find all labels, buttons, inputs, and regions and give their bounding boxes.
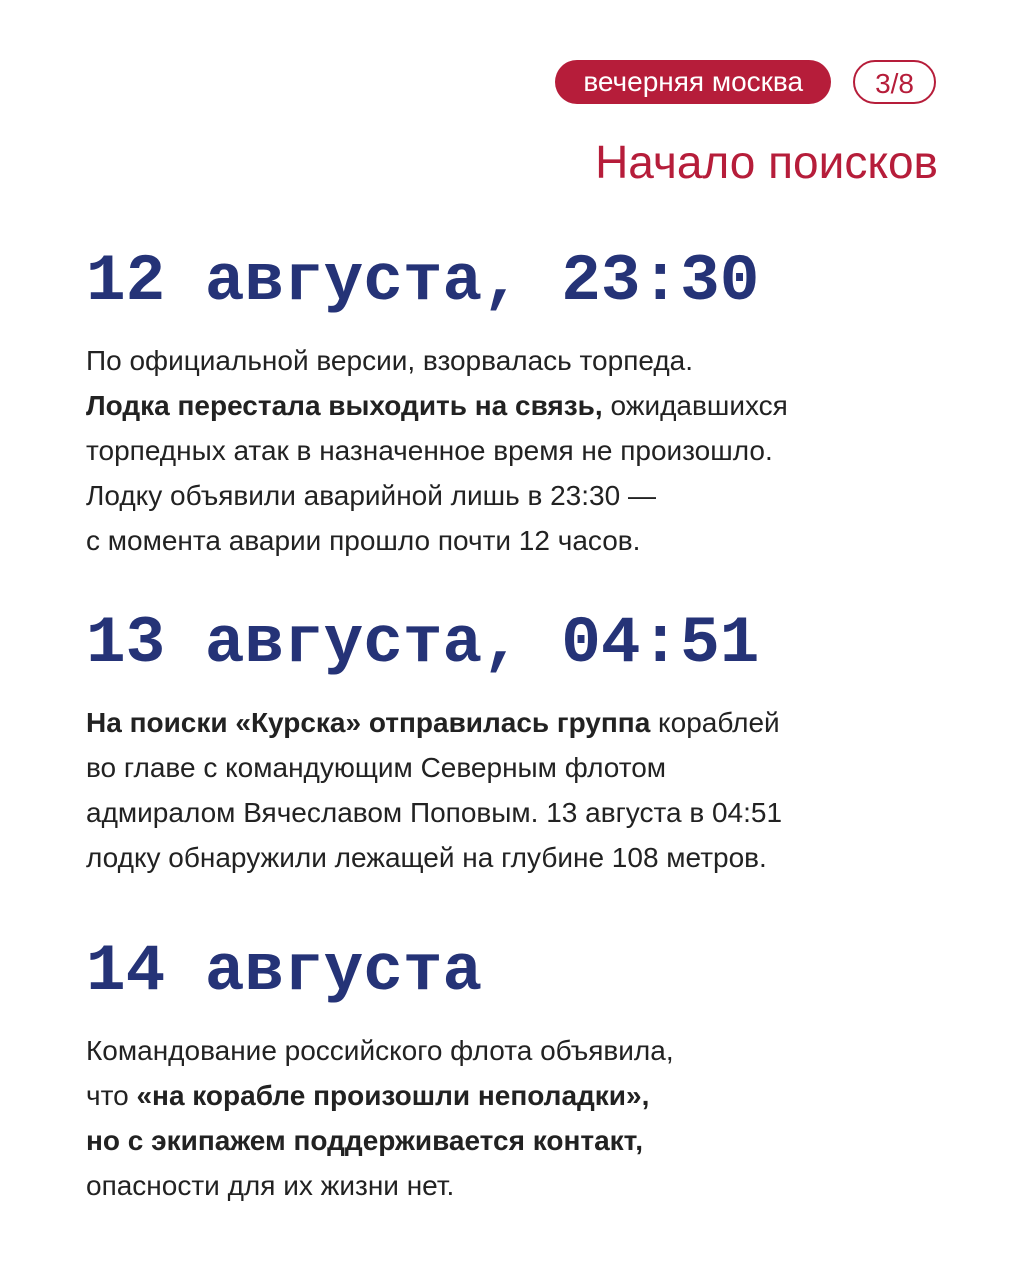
text-line — [86, 790, 946, 835]
bold-text: Лодка перестала выходить на связь, — [86, 390, 603, 421]
text-segment: кораблей — [650, 707, 780, 738]
text-line — [86, 1073, 946, 1118]
bold-text: но с экипажем поддерживается контакт, — [86, 1125, 644, 1156]
event-block-2 — [86, 606, 946, 880]
text-line — [86, 745, 946, 790]
event-text — [86, 338, 946, 563]
text-segment: торпедных атак в назначенное время не произошло. — [86, 435, 773, 466]
event-date: 13 августа, 04:51 — [86, 606, 760, 681]
text-segment: ожидавшихся — [602, 390, 788, 421]
page-counter: 3/8 — [853, 60, 936, 104]
text-line — [86, 700, 946, 745]
text-line — [86, 1163, 946, 1208]
text-segment: адмиралом Вячеславом Поповым. 13 августа в 04:51 — [86, 797, 783, 828]
text-line — [86, 338, 946, 383]
event-block-1 — [86, 244, 946, 563]
event-date: 14 августа — [86, 934, 483, 1009]
text-segment: По официальной версии, взорвалась торпеда. — [86, 345, 694, 376]
text-line — [86, 428, 946, 473]
text-line — [86, 473, 946, 518]
text-segment: Лодку объявили аварийной лишь в 23:30 — — [86, 480, 656, 511]
text-segment: Командование российского флота объявила, — [86, 1035, 674, 1066]
text-line — [86, 383, 946, 428]
section-title: Начало поисков — [595, 136, 938, 188]
brand-badge: вечерняя москва — [555, 60, 831, 104]
event-text — [86, 700, 946, 880]
text-line — [86, 1028, 946, 1073]
text-segment: опасности для их жизни нет. — [86, 1170, 455, 1201]
text-line — [86, 1118, 946, 1163]
text-line — [86, 518, 946, 563]
text-line — [86, 835, 946, 880]
event-date: 12 августа, 23:30 — [86, 244, 760, 319]
event-block-3 — [86, 934, 946, 1208]
header — [555, 60, 936, 104]
bold-text: «на корабле произошли неполадки», — [136, 1080, 650, 1111]
text-segment: с момента аварии прошло почти 12 часов. — [86, 525, 641, 556]
event-text — [86, 1028, 946, 1208]
text-segment: лодку обнаружили лежащей на глубине 108 метров. — [86, 842, 767, 873]
text-segment: что — [86, 1080, 137, 1111]
text-segment: во главе с командующим Северным флотом — [86, 752, 667, 783]
bold-text: На поиски «Курска» отправилась группа — [86, 707, 651, 738]
